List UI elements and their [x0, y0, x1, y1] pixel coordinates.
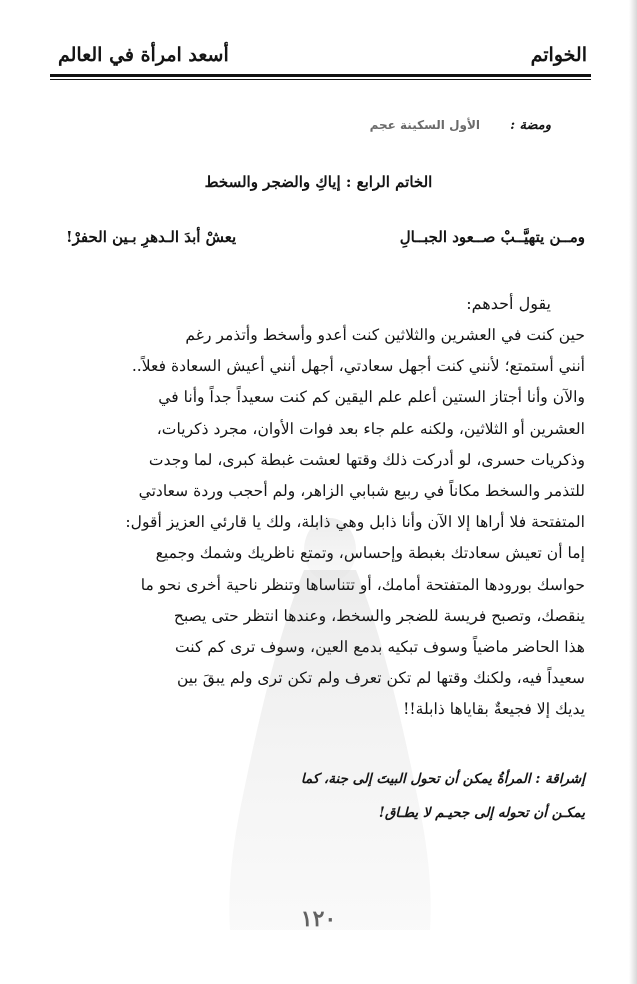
body-line: سعيداً فيه، ولكنك وقتها لم تكن تعرف ولم تكن ترى ولم يبقَ بين [176, 669, 585, 688]
quote-lead: يقول أحدهم: [466, 294, 551, 313]
body-line: المتفتحة فلا أراها إلا الآن وأنا ذابل وهي ذابلة، ولك يا قارئي العزيز أقول: [125, 513, 585, 532]
book-title-header: أسعد امرأة في العالم [58, 44, 229, 66]
header-rule-thick [50, 74, 591, 77]
note-text-1: المرأةُ يمكن أن تحول البيتَ إلى جنة، كما [300, 771, 531, 787]
body-line: وذكريات حسرى، لو أدركت ذلك وقتها لعشت غبطة كبرى، لما وجدت [148, 450, 585, 469]
body-line: ينقصك، وتصبح فريسة للضجر والسخط، وعندها انتظر حتى يصبح [173, 606, 585, 625]
body-line: هذا الحاضر ماضياً وسوف تبكيه بدمع العين، وسوف ترى كم كنت [175, 638, 585, 657]
note-label: إشراقة : [535, 771, 585, 787]
body-line: العشرين أو الثلاثين، ولكنه علم جاء بعد فوات الأوان، مجرد ذكريات، [156, 419, 585, 438]
scan-edge-shadow [629, 0, 637, 984]
body-line: حين كنت في العشرين والثلاثين كنت أعدو وأسخط وأتذمر رغم [185, 326, 585, 344]
chapter-title-header: الخواتم [530, 44, 587, 66]
body-line: أنني أستمتع؛ لأنني كنت أجهل سعادتي، أجهل أنني أعيش السعادة فعلاً.. [131, 357, 585, 376]
verse-first-hemistich: ومــن يتهيَّــبْ صــعود الجبــالِ [399, 228, 585, 246]
body-line: والآن وأنا أجتاز الستين أعلم علم اليقين كم كنت سعيداً جداً وأنا في [158, 388, 585, 407]
body-line: إما أن تعيش سعادتك بغبطة وإحساس، وتمتع ناظريك وشمك وجميع [155, 544, 585, 563]
header-rule-thin [50, 79, 591, 80]
body-line: يديك إلا فجيعةٌ بقاياها ذابلة!! [403, 700, 585, 719]
body-line: حواسك بورودها المتفتحة أمامك، أو تتناساها وتنظر ناحية أخرى نحو ما [140, 575, 585, 594]
body-line: للتذمر والسخط مكاناً في ربيع شبابي الزاهر، ولم أحجب وردة سعادتي [138, 482, 585, 501]
verse-second-hemistich: يعشْ أبدَ الـدهرِ بـين الحفرْ! [66, 228, 237, 246]
section-value: الأول السكينة عجم [369, 118, 480, 132]
note-line-1 [68, 762, 585, 796]
body-paragraph [62, 320, 585, 726]
note-text-2: يمكـن أن تحوله إلى جحيـم لا يطـاق! [378, 805, 585, 821]
highlight-note [68, 762, 585, 830]
section-label: ومضة : [510, 118, 551, 133]
chapter-heading: الخاتم الرابع : إياكِ والضجر والسخط [204, 173, 433, 191]
